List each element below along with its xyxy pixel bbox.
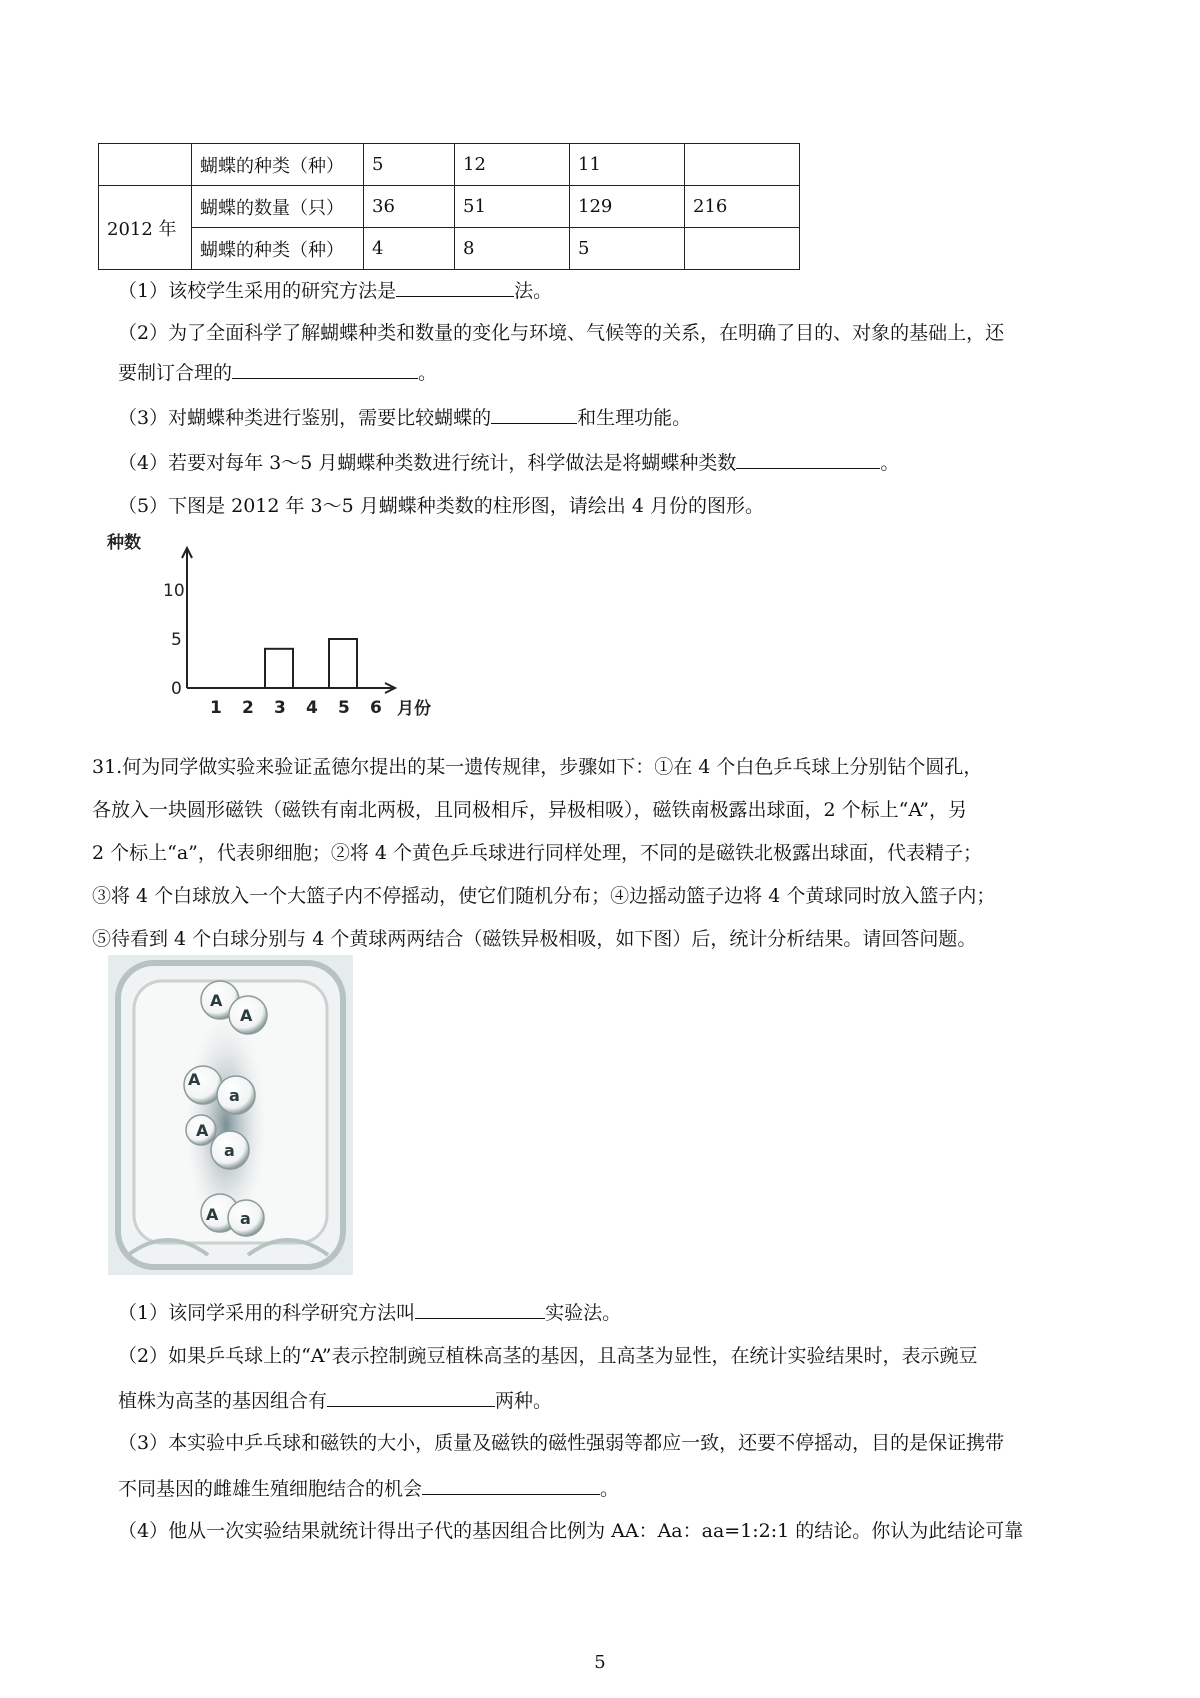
q31-line2: 各放入一块圆形磁铁（磁铁有南北两极，且同极相斥，异极相吸），磁铁南极露出球面，2 个标上“A”，另 xyxy=(92,799,967,821)
butterfly-table xyxy=(98,143,800,270)
q30-part3-text-end: 和生理功能。 xyxy=(577,407,692,429)
x-tick-label: 5 xyxy=(338,698,350,718)
q30-part1-text: （1）该校学生采用的研究方法是 xyxy=(118,280,397,302)
table-row xyxy=(99,228,800,270)
table-cell: 5 xyxy=(364,144,455,186)
q31-part2-line2 xyxy=(118,1386,552,1414)
q31-line4: ③将 4 个白球放入一个大篮子内不停摇动，使它们随机分布；④边摇动篮子边将 4 个黄球同时放入篮子内； xyxy=(92,885,996,907)
y-axis-label: 种数 xyxy=(107,533,141,553)
ball-label: A xyxy=(210,991,223,1010)
y-tick-label: 0 xyxy=(171,679,182,699)
table-cell: 129 xyxy=(570,186,685,228)
q31-part4-line1: （4）他从一次实验结果就统计得出子代的基因组合比例为 AA：Aa：aa=1:2:1 的结论。你认为此结论可靠 xyxy=(118,1520,1024,1542)
bar xyxy=(265,649,293,688)
q30-part5: （5）下图是 2012 年 3～5 月蝴蝶种类数的柱形图，请绘出 4 月份的图形。 xyxy=(118,495,764,517)
q30-part2-text-end: 。 xyxy=(418,362,438,384)
q31-part2-text-end: 两种。 xyxy=(495,1390,553,1412)
ball-label: A xyxy=(188,1070,201,1089)
x-tick-label: 1 xyxy=(210,698,222,718)
y-tick-label: 10 xyxy=(163,581,185,601)
x-tick-label: 6 xyxy=(370,698,382,718)
answer-blank[interactable] xyxy=(396,276,514,297)
x-tick-label: 4 xyxy=(306,698,318,718)
answer-blank[interactable] xyxy=(327,1386,495,1407)
answer-blank[interactable] xyxy=(736,448,880,469)
ball-label: a xyxy=(229,1086,240,1105)
year-cell: 2012 年 xyxy=(99,186,192,270)
table-row xyxy=(99,144,800,186)
x-tick-label: 3 xyxy=(274,698,286,718)
ball-label: a xyxy=(240,1209,251,1228)
answer-blank[interactable] xyxy=(422,1474,600,1495)
ball-label: A xyxy=(206,1205,219,1224)
table-cell: 216 xyxy=(685,186,800,228)
ball-label: a xyxy=(224,1141,235,1160)
q30-part4-text: （4）若要对每年 3～5 月蝴蝶种类数进行统计，科学做法是将蝴蝶种类数 xyxy=(118,452,737,474)
q30-part2-line1: （2）为了全面科学了解蝴蝶种类和数量的变化与环境、气候等的关系，在明确了目的、对象的基础上，还 xyxy=(118,322,1005,344)
basket-photo xyxy=(108,955,353,1275)
q31-part1-text: （1）该同学采用的科学研究方法叫 xyxy=(118,1302,416,1324)
q31-part1-text-end: 实验法。 xyxy=(545,1302,622,1324)
q31-part2-text: 植株为高茎的基因组合有 xyxy=(118,1390,328,1412)
x-axis-label: 月份 xyxy=(397,699,431,719)
year-cell-empty xyxy=(99,144,192,186)
row-label: 蝴蝶的种类（种） xyxy=(192,228,364,270)
q30-part2-text: 要制订合理的 xyxy=(118,362,233,384)
table-cell: 5 xyxy=(570,228,685,270)
table-cell: 11 xyxy=(570,144,685,186)
q31-line1: 31.何为同学做实验来验证孟德尔提出的某一遗传规律，步骤如下：①在 4 个白色乒乓球上分别钻个圆孔， xyxy=(92,756,983,778)
row-label: 蝴蝶的数量（只） xyxy=(192,186,364,228)
q31-part3-line2 xyxy=(118,1474,619,1502)
butterfly-bar-chart xyxy=(105,530,431,730)
q31-part3-text-end: 。 xyxy=(600,1478,620,1500)
q30-part1 xyxy=(118,276,552,304)
y-tick-label: 5 xyxy=(171,630,182,650)
table-cell: 8 xyxy=(455,228,570,270)
q30-part3-text: （3）对蝴蝶种类进行鉴别，需要比较蝴蝶的 xyxy=(118,407,492,429)
table-row xyxy=(99,186,800,228)
ball-label: A xyxy=(196,1121,209,1140)
q30-part3 xyxy=(118,403,691,431)
answer-blank[interactable] xyxy=(232,358,418,379)
q31-part3-text: 不同基因的雌雄生殖细胞结合的机会 xyxy=(118,1478,423,1500)
q31-line3: 2 个标上“a”，代表卵细胞；②将 4 个黄色乒乓球进行同样处理，不同的是磁铁北极露出球面，代表精子； xyxy=(92,842,983,864)
table-cell: 51 xyxy=(455,186,570,228)
q30-part4-text-end: 。 xyxy=(880,452,900,474)
table-cell xyxy=(685,228,800,270)
q31-line5: ⑤待看到 4 个白球分别与 4 个黄球两两结合（磁铁异极相吸，如下图）后，统计分析结果。请回答问题。 xyxy=(92,928,977,950)
q30-part4 xyxy=(118,448,899,476)
table-cell: 12 xyxy=(455,144,570,186)
x-tick-label: 2 xyxy=(242,698,254,718)
q30-part2-line2 xyxy=(118,358,437,386)
q31-part3-line1: （3）本实验中乒乓球和磁铁的大小，质量及磁铁的磁性强弱等都应一致，还要不停摇动，目的是保证携带 xyxy=(118,1432,1005,1454)
q31-part1 xyxy=(118,1298,621,1326)
table-cell xyxy=(685,144,800,186)
ball-label: A xyxy=(240,1006,253,1025)
answer-blank[interactable] xyxy=(491,403,577,424)
bar xyxy=(329,639,357,688)
page-number: 5 xyxy=(594,1652,606,1673)
row-label: 蝴蝶的种类（种） xyxy=(192,144,364,186)
table-cell: 36 xyxy=(364,186,455,228)
q31-part2-line1: （2）如果乒乓球上的“A”表示控制豌豆植株高茎的基因，且高茎为显性，在统计实验结果时，表示豌豆 xyxy=(118,1345,978,1367)
q30-part1-text-end: 法。 xyxy=(514,280,553,302)
answer-blank[interactable] xyxy=(415,1298,545,1319)
table-cell: 4 xyxy=(364,228,455,270)
